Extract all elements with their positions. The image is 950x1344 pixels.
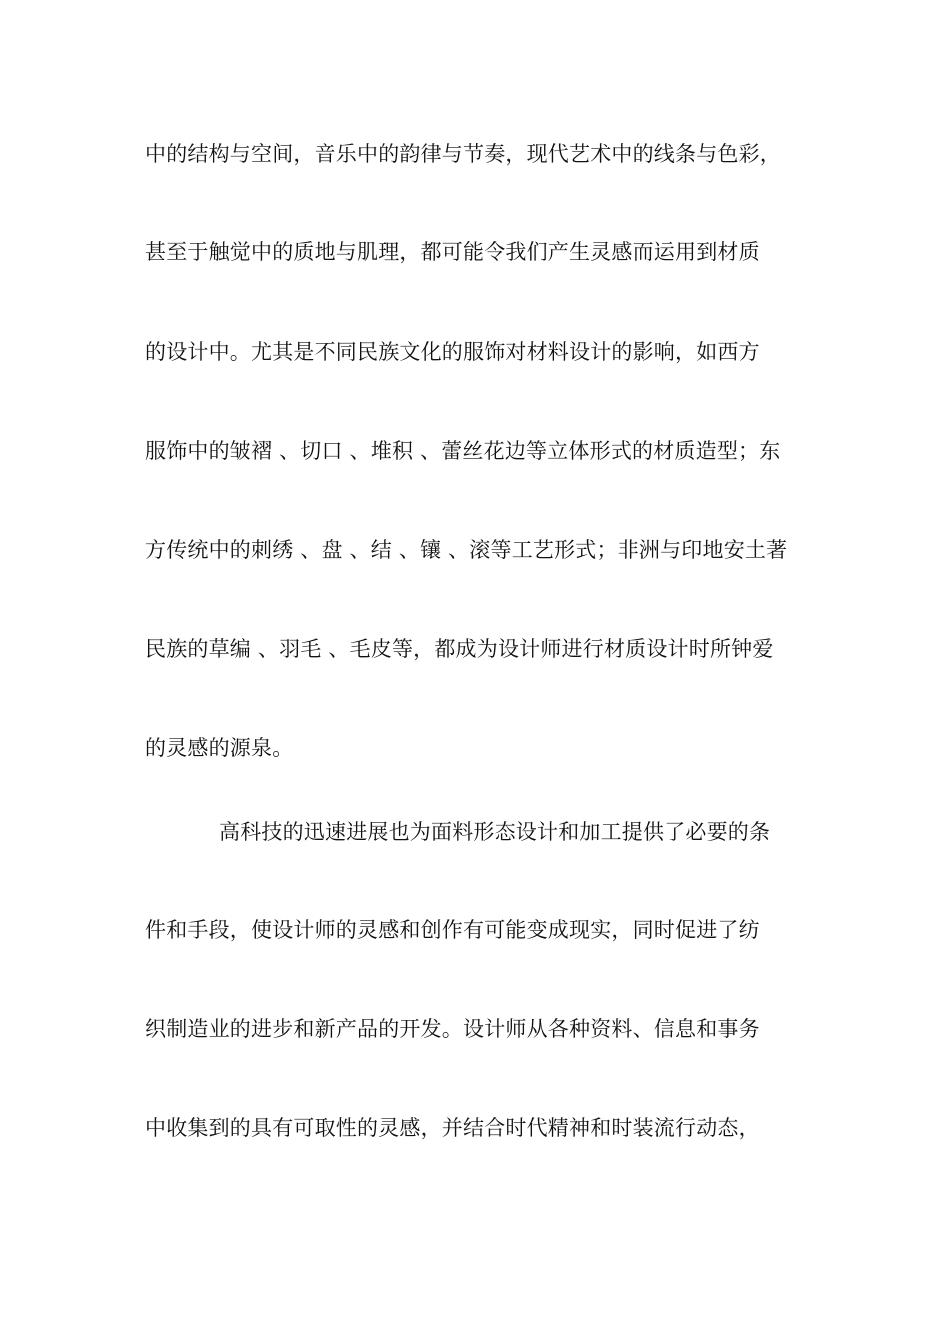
paragraph-line: 服饰中的皱褶 、切口 、堆积 、蕾丝花边等立体形式的材质造型；东 [145, 439, 781, 463]
paragraph-line: 织制造业的进步和新产品的开发。设计师从各种资料、信息和事务 [145, 1017, 760, 1041]
paragraph-line: 民族的草编 、羽毛 、毛皮等，都成为设计师进行材质设计时所钟爱 [145, 637, 774, 661]
paragraph-line: 件和手段，使设计师的灵感和创作有可能变成现实，同时促进了纺 [145, 918, 760, 942]
paragraph-line: 中收集到的具有可取性的灵感，并结合时代精神和时装流行动态， [145, 1116, 760, 1140]
paragraph-line: 中的结构与空间，音乐中的韵律与节奏，现代艺术中的线条与色彩， [145, 142, 781, 166]
paragraph-line: 的灵感的源泉。 [145, 736, 294, 760]
paragraph-line-indented: 高科技的迅速进展也为面料形态设计和加工提供了必要的条 [219, 820, 771, 844]
paragraph-line: 的设计中。尤其是不同民族文化的服饰对材料设计的影响，如西方 [145, 340, 760, 364]
paragraph-line: 方传统中的刺绣 、盘 、结 、镶 、滚等工艺形式；非洲与印地安土著 [145, 538, 788, 562]
paragraph-line: 甚至于触觉中的质地与肌理，都可能令我们产生灵感而运用到材质 [145, 240, 760, 264]
